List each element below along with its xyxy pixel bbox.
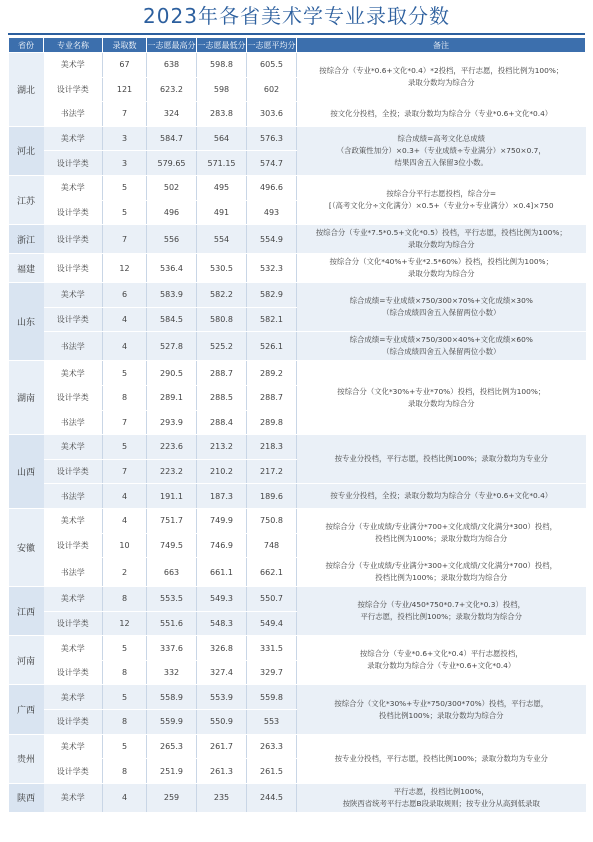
min-score-cell: 746.9	[197, 533, 247, 558]
header-max-score: 一志愿最高分	[147, 38, 197, 53]
province-cell: 山东	[9, 283, 44, 361]
major-cell: 设计学类	[44, 533, 103, 558]
remark-cell	[297, 587, 586, 636]
avg-score-cell: 574.7	[247, 151, 297, 176]
remark-line: 投档比例100%；录取分数均为综合分	[378, 710, 504, 720]
max-score-cell: 536.4	[147, 254, 197, 283]
remark-line: 录取分数均为综合分（专业*0.6+文化*0.4）	[367, 661, 516, 671]
count-cell: 6	[103, 283, 147, 308]
max-score-cell: 558.9	[147, 685, 197, 710]
major-cell: 书法学	[44, 484, 103, 509]
remark-line: 录取分数均为综合分	[407, 240, 475, 250]
remark-line: 录取分数均为综合分	[407, 269, 475, 279]
major-cell: 书法学	[44, 102, 103, 127]
min-score-cell: 553.9	[197, 685, 247, 710]
remark-line: 综合成绩=专业成绩×750/300×40%+文化成绩×60%	[349, 335, 533, 345]
remark-cell	[297, 361, 586, 435]
avg-score-cell: 496.6	[247, 175, 297, 200]
avg-score-cell: 289.8	[247, 410, 297, 435]
major-cell: 设计学类	[44, 385, 103, 410]
remark-line: （含政策性加分）×0.3+（专业成绩÷专业满分）×750×0.7，	[336, 145, 546, 155]
remark-line: 按综合分（专业*0.6+文化*0.4）*2投档，平行志愿，投档比例为100%；	[319, 66, 564, 76]
province-cell: 山西	[9, 435, 44, 509]
avg-score-cell: 750.8	[247, 508, 297, 533]
avg-score-cell: 289.2	[247, 361, 297, 386]
major-cell: 设计学类	[44, 710, 103, 735]
min-score-cell: 571.15	[197, 151, 247, 176]
remark-line: 按综合分（专业/450*750*0.7+文化*0.3）投档，	[357, 600, 526, 610]
province-cell: 河南	[9, 636, 44, 685]
max-score-cell: 251.9	[147, 759, 197, 784]
max-score-cell: 496	[147, 200, 197, 225]
count-cell: 5	[103, 435, 147, 460]
major-cell: 设计学类	[44, 225, 103, 254]
min-score-cell: 288.5	[197, 385, 247, 410]
max-score-cell: 551.6	[147, 611, 197, 636]
province-cell: 江苏	[9, 175, 44, 224]
major-cell: 设计学类	[44, 200, 103, 225]
min-score-cell: 749.9	[197, 508, 247, 533]
table-row	[9, 225, 586, 254]
avg-score-cell: 331.5	[247, 636, 297, 661]
remark-cell	[297, 332, 586, 361]
count-cell: 2	[103, 558, 147, 587]
avg-score-cell: 217.2	[247, 459, 297, 484]
major-cell: 美术学	[44, 508, 103, 533]
avg-score-cell: 554.9	[247, 225, 297, 254]
count-cell: 67	[103, 53, 147, 78]
remark-cell	[297, 783, 586, 812]
remark-line: 综合成绩=高考文化总成绩	[397, 133, 485, 143]
major-cell: 美术学	[44, 636, 103, 661]
header-major: 专业名称	[44, 38, 103, 53]
table-row	[9, 636, 586, 661]
remark-cell	[297, 435, 586, 484]
remark-cell	[297, 558, 586, 587]
major-cell: 美术学	[44, 175, 103, 200]
max-score-cell: 289.1	[147, 385, 197, 410]
avg-score-cell: 549.4	[247, 611, 297, 636]
max-score-cell: 584.7	[147, 126, 197, 151]
count-cell: 4	[103, 508, 147, 533]
count-cell: 4	[103, 332, 147, 361]
count-cell: 7	[103, 459, 147, 484]
count-cell: 8	[103, 759, 147, 784]
table-row	[9, 254, 586, 283]
min-score-cell: 598	[197, 77, 247, 102]
min-score-cell: 261.7	[197, 734, 247, 759]
major-cell: 书法学	[44, 410, 103, 435]
remark-line: 按综合分平行志愿投档，综合分=	[386, 189, 497, 199]
remark-line: 按文化分投档，全投；录取分数均为综合分（专业*0.6+文化*0.4）	[330, 108, 553, 118]
avg-score-cell: 526.1	[247, 332, 297, 361]
province-cell: 贵州	[9, 734, 44, 783]
avg-score-cell: 244.5	[247, 783, 297, 812]
min-score-cell: 187.3	[197, 484, 247, 509]
count-cell: 4	[103, 783, 147, 812]
count-cell: 12	[103, 611, 147, 636]
avg-score-cell: 303.6	[247, 102, 297, 127]
remark-line: 按专业分投档，平行志愿，投档比例100%；录取分数均为专业分	[334, 454, 548, 464]
avg-score-cell: 602	[247, 77, 297, 102]
major-cell: 美术学	[44, 126, 103, 151]
avg-score-cell: 189.6	[247, 484, 297, 509]
count-cell: 121	[103, 77, 147, 102]
remark-line: 平行志愿，投档比例100%；录取分数均为综合分	[360, 612, 523, 622]
remark-line: 按综合分（文化*40%+专业*2.5*60%）投档，投档比例为100%；	[329, 257, 553, 267]
min-score-cell: 288.4	[197, 410, 247, 435]
remark-line: [（高考文化分÷文化满分）×0.5+（专业分÷专业满分）×0.4]×750	[328, 201, 554, 211]
province-cell: 安徽	[9, 508, 44, 586]
header-remarks: 备注	[297, 38, 586, 53]
province-cell: 陕西	[9, 783, 44, 812]
remark-line: 按综合分（专业*0.6+文化*0.4）平行志愿投档，	[359, 649, 523, 659]
max-score-cell: 553.5	[147, 587, 197, 612]
major-cell: 设计学类	[44, 660, 103, 685]
min-score-cell: 598.8	[197, 53, 247, 78]
province-cell: 湖南	[9, 361, 44, 435]
remark-cell	[297, 484, 586, 509]
remark-line: 按综合分（专业成绩/专业满分*700+文化成绩/文化满分*300）投档，	[325, 522, 558, 531]
min-score-cell: 210.2	[197, 459, 247, 484]
major-cell: 美术学	[44, 734, 103, 759]
remark-cell	[297, 175, 586, 224]
table-row	[9, 102, 586, 127]
max-score-cell: 623.2	[147, 77, 197, 102]
remark-line: 投档比例为100%；录取分数均为综合分	[375, 534, 508, 543]
max-score-cell: 749.5	[147, 533, 197, 558]
remark-cell	[297, 254, 586, 283]
remark-line: 录取分数均为综合分	[407, 398, 475, 408]
avg-score-cell: 263.3	[247, 734, 297, 759]
province-cell: 湖北	[9, 53, 44, 127]
min-score-cell: 550.9	[197, 710, 247, 735]
count-cell: 10	[103, 533, 147, 558]
avg-score-cell: 748	[247, 533, 297, 558]
min-score-cell: 261.3	[197, 759, 247, 784]
min-score-cell: 548.3	[197, 611, 247, 636]
min-score-cell: 288.7	[197, 361, 247, 386]
avg-score-cell: 261.5	[247, 759, 297, 784]
max-score-cell: 265.3	[147, 734, 197, 759]
max-score-cell: 559.9	[147, 710, 197, 735]
min-score-cell: 582.2	[197, 283, 247, 308]
max-score-cell: 502	[147, 175, 197, 200]
min-score-cell: 554	[197, 225, 247, 254]
avg-score-cell: 550.7	[247, 587, 297, 612]
major-cell: 书法学	[44, 332, 103, 361]
min-score-cell: 549.3	[197, 587, 247, 612]
avg-score-cell: 493	[247, 200, 297, 225]
count-cell: 4	[103, 307, 147, 332]
major-cell: 美术学	[44, 783, 103, 812]
max-score-cell: 332	[147, 660, 197, 685]
max-score-cell: 290.5	[147, 361, 197, 386]
province-cell: 福建	[9, 254, 44, 283]
major-cell: 美术学	[44, 685, 103, 710]
max-score-cell: 527.8	[147, 332, 197, 361]
avg-score-cell: 662.1	[247, 558, 297, 587]
admission-table	[8, 37, 586, 813]
province-cell: 江西	[9, 587, 44, 636]
max-score-cell: 223.6	[147, 435, 197, 460]
remark-cell	[297, 685, 586, 734]
remark-line: 按专业分投档，平行志愿，投档比例100%；录取分数均为专业分	[334, 753, 548, 763]
title-underline	[8, 33, 585, 35]
max-score-cell: 259	[147, 783, 197, 812]
count-cell: 3	[103, 151, 147, 176]
avg-score-cell: 532.3	[247, 254, 297, 283]
major-cell: 书法学	[44, 558, 103, 587]
table-header	[9, 38, 586, 53]
table-row	[9, 283, 586, 308]
count-cell: 8	[103, 385, 147, 410]
table-row	[9, 435, 586, 460]
max-score-cell: 293.9	[147, 410, 197, 435]
remark-line: 投档比例为100%；录取分数均为综合分	[375, 573, 508, 583]
page-title: 2023年各省美术学专业录取分数	[143, 4, 450, 28]
min-score-cell: 213.2	[197, 435, 247, 460]
table-row	[9, 734, 586, 759]
major-cell: 设计学类	[44, 759, 103, 784]
avg-score-cell: 582.9	[247, 283, 297, 308]
max-score-cell: 583.9	[147, 283, 197, 308]
remark-cell	[297, 126, 586, 175]
table-row	[9, 783, 586, 812]
major-cell: 美术学	[44, 283, 103, 308]
header-min-score: 一志愿最低分	[197, 38, 247, 53]
count-cell: 7	[103, 410, 147, 435]
remark-cell	[297, 53, 586, 102]
table-row	[9, 126, 586, 151]
major-cell: 美术学	[44, 435, 103, 460]
remark-cell	[297, 102, 586, 127]
min-score-cell: 235	[197, 783, 247, 812]
table-row	[9, 332, 586, 361]
major-cell: 美术学	[44, 53, 103, 78]
remark-cell	[297, 508, 586, 557]
min-score-cell: 495	[197, 175, 247, 200]
major-cell: 美术学	[44, 361, 103, 386]
min-score-cell: 661.1	[197, 558, 247, 587]
min-score-cell: 491	[197, 200, 247, 225]
remark-line: 按综合分（文化*30%+专业*70%）投档，投档比例为100%；	[337, 386, 546, 396]
max-score-cell: 191.1	[147, 484, 197, 509]
major-cell: 设计学类	[44, 254, 103, 283]
header-avg-score: 一志愿平均分	[247, 38, 297, 53]
table-row	[9, 175, 586, 200]
major-cell: 设计学类	[44, 611, 103, 636]
avg-score-cell: 288.7	[247, 385, 297, 410]
remark-line: 按综合分（专业*7.5*0.5+文化*0.5）投档，平行志愿，投档比例为100%；	[315, 228, 567, 238]
count-cell: 8	[103, 660, 147, 685]
max-score-cell: 751.7	[147, 508, 197, 533]
province-cell: 广西	[9, 685, 44, 734]
major-cell: 美术学	[44, 587, 103, 612]
avg-score-cell: 553	[247, 710, 297, 735]
count-cell: 5	[103, 734, 147, 759]
major-cell: 设计学类	[44, 307, 103, 332]
count-cell: 5	[103, 636, 147, 661]
table-row	[9, 558, 586, 587]
min-score-cell: 564	[197, 126, 247, 151]
header-province: 省份	[9, 38, 44, 53]
count-cell: 5	[103, 200, 147, 225]
min-score-cell: 283.8	[197, 102, 247, 127]
major-cell: 设计学类	[44, 459, 103, 484]
table-row	[9, 685, 586, 710]
remark-cell	[297, 225, 586, 254]
remark-line: （综合成绩四舍五入保留两位小数）	[382, 347, 501, 357]
avg-score-cell: 582.1	[247, 307, 297, 332]
max-score-cell: 638	[147, 53, 197, 78]
avg-score-cell: 605.5	[247, 53, 297, 78]
count-cell: 12	[103, 254, 147, 283]
max-score-cell: 337.6	[147, 636, 197, 661]
max-score-cell: 223.2	[147, 459, 197, 484]
table-row	[9, 587, 586, 612]
remark-cell	[297, 283, 586, 332]
remark-cell	[297, 734, 586, 783]
table-row	[9, 484, 586, 509]
remark-line: 结果四舍五入保留3位小数。	[394, 157, 488, 167]
min-score-cell: 580.8	[197, 307, 247, 332]
max-score-cell: 584.5	[147, 307, 197, 332]
count-cell: 5	[103, 175, 147, 200]
table-row	[9, 361, 586, 386]
count-cell: 3	[103, 126, 147, 151]
avg-score-cell: 576.3	[247, 126, 297, 151]
remark-line: 按陕西省统考平行志愿B段录取规则；按专业分从高到低录取	[342, 798, 540, 808]
remark-line: 录取分数均为综合分	[407, 78, 475, 88]
count-cell: 5	[103, 361, 147, 386]
max-score-cell: 324	[147, 102, 197, 127]
remark-line: 按综合分（专业成绩/专业满分*300+文化成绩/文化满分*700）投档，	[325, 561, 558, 571]
avg-score-cell: 559.8	[247, 685, 297, 710]
min-score-cell: 525.2	[197, 332, 247, 361]
table-body	[9, 53, 586, 813]
major-cell: 设计学类	[44, 151, 103, 176]
min-score-cell: 327.4	[197, 660, 247, 685]
remark-line: 按综合分（文化*30%+专业*750/300*70%）投档，平行志愿，	[334, 698, 549, 708]
count-cell: 5	[103, 685, 147, 710]
header-count: 录取数	[103, 38, 147, 53]
max-score-cell: 663	[147, 558, 197, 587]
count-cell: 4	[103, 484, 147, 509]
remark-line: 按专业分投档，全投；录取分数均为综合分（专业*0.6+文化*0.4）	[330, 491, 553, 501]
min-score-cell: 530.5	[197, 254, 247, 283]
remark-line: 平行志愿，投档比例100%，	[393, 786, 489, 796]
min-score-cell: 326.8	[197, 636, 247, 661]
major-cell: 设计学类	[44, 77, 103, 102]
avg-score-cell: 329.7	[247, 660, 297, 685]
remark-line: 综合成绩=专业成绩×750/300×70%+文化成绩×30%	[349, 296, 533, 306]
province-cell: 浙江	[9, 225, 44, 254]
remark-line: （综合成绩四舍五入保留两位小数）	[382, 308, 501, 318]
table-row	[9, 508, 586, 533]
max-score-cell: 579.65	[147, 151, 197, 176]
table-row	[9, 53, 586, 78]
count-cell: 8	[103, 710, 147, 735]
count-cell: 7	[103, 102, 147, 127]
avg-score-cell: 218.3	[247, 435, 297, 460]
max-score-cell: 556	[147, 225, 197, 254]
province-cell: 河北	[9, 126, 44, 175]
remark-cell	[297, 636, 586, 685]
count-cell: 7	[103, 225, 147, 254]
count-cell: 8	[103, 587, 147, 612]
